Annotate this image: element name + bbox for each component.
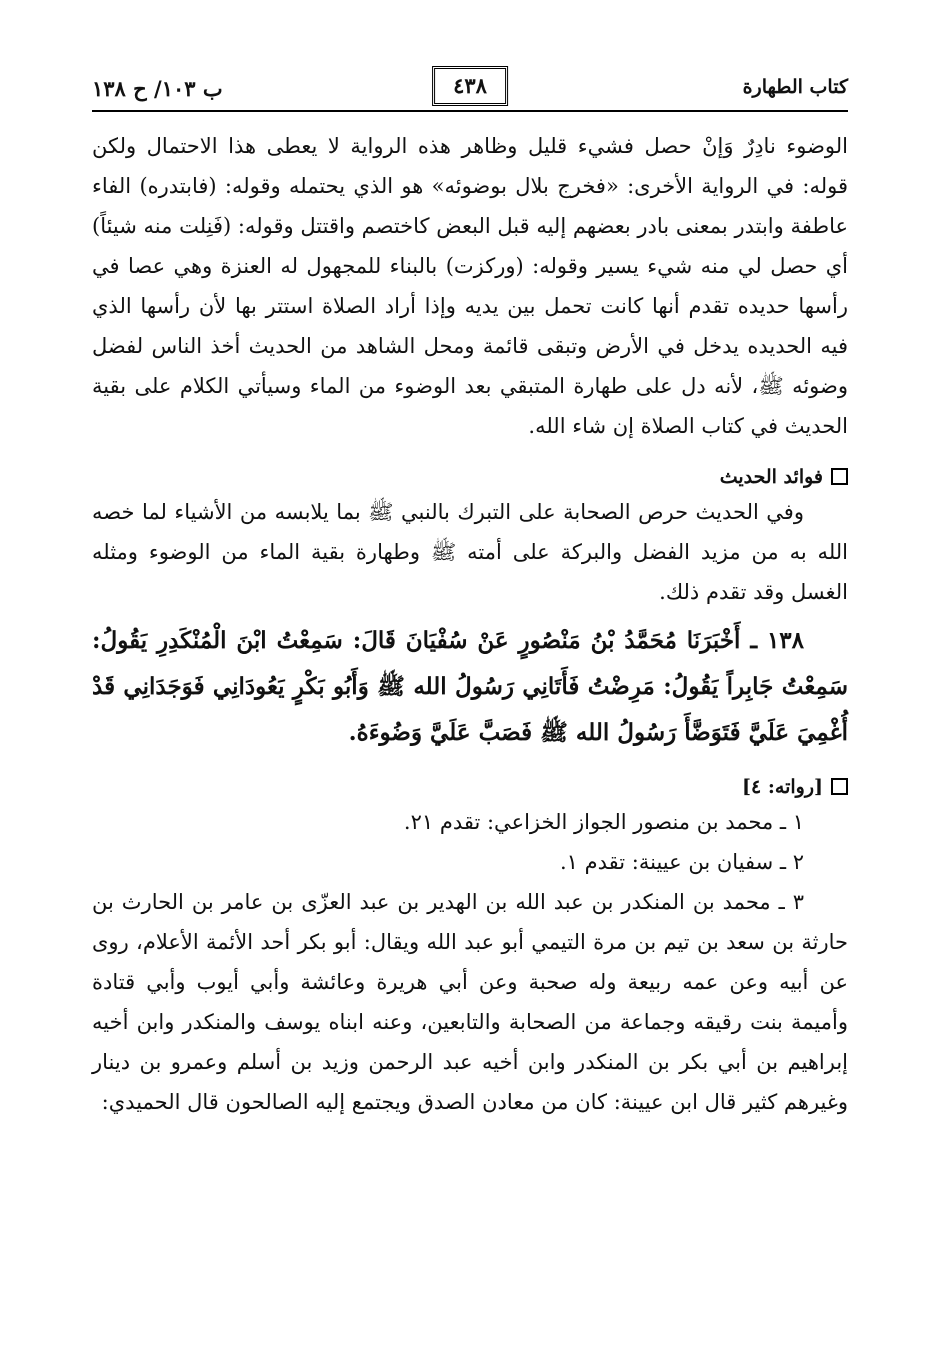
- book-page: [92, 60, 848, 1122]
- page-header: [92, 60, 848, 112]
- square-bullet-icon: [831, 468, 848, 485]
- square-bullet-icon: [831, 778, 848, 795]
- chapter-reference: ب ١٠٣/ ح ١٣٨: [92, 76, 223, 101]
- narrator-biography: ٣ ـ محمد بن المنكدر بن عبد الله بن الهدير بن عبد العزّى بن عامر بن الحارث بن حارثة بن سعد بن تيم بن مرة التيمي أبو عبد الله ويقال: أبو بكر أحد الأئمة الأعلام، روى عن أبيه وعن عمه ربيعة وله صحبة وعن أبي هريرة وعائشة وأبي أيوب وأبي قتادة وأميمة بنت رقيقه وجماعة من الصحابة والتابعين، وعنه ابناه يوسف والمنكدر وابن أخيه إبراهيم بن أبي بكر بن المنكدر وابن أخيه عبد الرحمن وزيد بن أسلم وعمرو بن دينار وغيرهم كثير قال ابن عيينة: كان من معادن الصدق ويجتمع إليه الصالحون قال الحميدي:: [92, 890, 848, 1114]
- narrator-item: ١ ـ محمد بن منصور الجواز الخزاعي: تقدم ٢١.: [403, 810, 804, 834]
- section-heading-narrators: [92, 772, 848, 802]
- commentary-paragraph: الوضوء نادِرٌ وَإنْ حصل فشيء قليل وظاهر هذه الرواية لا يعطى هذا الاحتمال ولكن قوله: في الرواية الأخرى: «فخرج بلال بوضوئه» هو الذي يحتمله وقوله: (فابتدره) الفاء عاطفة وابتدر بمعنى بادر بعضهم إليه قبل البعض كاختصم واقتتل وقوله: (فَنِلت منه شيئاً) أي حصل لي منه شيء يسير وقوله: (وركزت) بالبناء للمجهول له العنزة وهي عصا في رأسها حديده تقدم أنها كانت تحمل بين يديه وإذا أراد الصلاة استتر بها لأن رأسها الذي فيه الحديده يدخل في الأرض وتبقى قائمة ومحل الشاهد من الحديث أخذ الناس لفضل وضوئه ﷺ، لأنه دل على طهارة المتبقي بعد الوضوء من الماء وسيأتي الكلام على بقية الحديث في كتاب الصلاة إن شاء الله.: [92, 134, 848, 438]
- benefits-heading-label: فوائد الحديث: [719, 466, 823, 488]
- narrators-heading-label: [رواته: ٤]: [742, 776, 823, 798]
- hadith-text: ١٣٨ ـ أَخْبَرَنَا مُحَمَّدُ بْنُ مَنْصُورٍ عَنْ سُفْيَانَ قَالَ: سَمِعْتُ ابْنَ الْمُنْكَدِرِ يَقُولُ: سَمِعْتُ جَابِراً يَقُولُ: مَرِضْتُ فَأَتَانِي رَسُولُ الله ﷺ وَأَبُو بَكْرٍ يَعُودَانِي فَوَجَدَانِي قَدْ أُغْمِيَ عَلَيَّ فَتَوَضَّأَ رَسُولُ الله ﷺ فَصَبَّ عَلَيَّ وَضُوءَهُ.: [92, 627, 848, 746]
- chapter-title: كتاب الطهارة: [742, 76, 848, 98]
- benefits-paragraph: وفي الحديث حرص الصحابة على التبرك بالنبي ﷺ بما يلابسه من الأشياء لما خصه الله به من مزيد الفضل والبركة على أمته ﷺ وطهارة بقية الماء من الوضوء ومثله الغسل وقد تقدم ذلك.: [92, 500, 848, 604]
- section-heading-benefits: [92, 462, 848, 492]
- header-divider: [92, 110, 848, 112]
- page-number: ٤٣٨: [432, 66, 508, 106]
- narrator-item: ٢ ـ سفيان بن عيينة: تقدم ١.: [559, 850, 804, 874]
